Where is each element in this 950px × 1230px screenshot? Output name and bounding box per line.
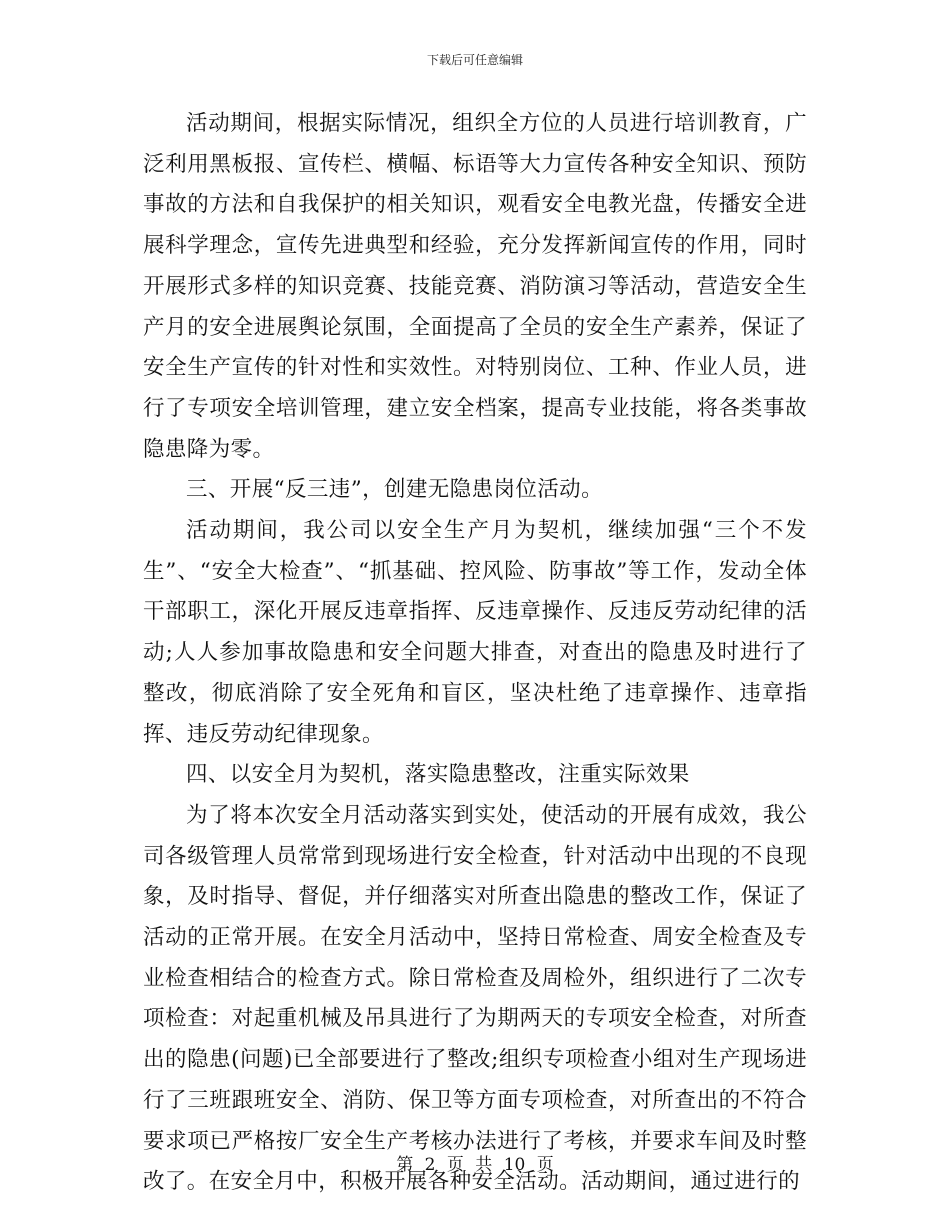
- section-heading-4: 四、以安全月为契机，落实隐患整改，注重实际效果: [186, 762, 690, 788]
- paragraph-inspection: 为了将本次安全月活动落实到实处，使活动的开展有成效，我公司各级管理人员常常到现场进行安全检查，针对活动中出现的不良现象，及时指导、督促，并仔细落实对所查出隐患的整改工作，保证了活动的正常开展。在安全月活动中，坚持日常检查、周安全检查及专业检查相结合的检查方式。除日常检查及周检外，组织进行了二次专项检查：对起重机械及吊具进行了为期两天的专项安全检查，对所查出的隐患(问题)已全部要进行了整改;组织专项检查小组对生产现场进行了三班跟班安全、消防、保卫等方面专项检查，对所查出的不符合要求项已严格按厂安全生产考核办法进行了考核，并要求车间及时整改了。在安全月中，积极开展各种安全活动。活动期间，通过进行的: [143, 802, 807, 1195]
- page-header: 下载后可任意编辑: [426, 53, 523, 67]
- section-heading-3: 三、开展“反三违”，创建无隐患岗位活动。: [186, 477, 603, 503]
- paragraph-training: 活动期间，根据实际情况，组织全方位的人员进行培训教育，广泛利用黑板报、宣传栏、横幅、标语等大力宣传各种安全知识、预防事故的方法和自我保护的相关知识，观看安全电教光盘，传播安全进展科学理念，宣传先进典型和经验，充分发挥新闻宣传的作用，同时开展形式多样的知识竞赛、技能竞赛、消防演习等活动，营造安全生产月的安全进展舆论氛围，全面提高了全员的安全生产素养，保证了安全生产宣传的针对性和实效性。对特别岗位、工种、作业人员，进行了专项安全培训管理，建立安全档案，提高专业技能，将各类事故隐患降为零。: [143, 111, 807, 462]
- paragraph-anti-violation: 活动期间，我公司以安全生产月为契机，继续加强“三个不发生”、“安全大检查”、“抓基础、控风险、防事故”等工作，发动全体干部职工，深化开展反违章指挥、反违章操作、反违反劳动纪律的活动;人人参加事故隐患和安全问题大排查，对查出的隐患及时进行了整改，彻底消除了安全死角和盲区，坚决杜绝了违章操作、违章指挥、违反劳动纪律现象。: [143, 518, 807, 747]
- page-number-footer: 第 2 页 共 10 页: [396, 1155, 554, 1175]
- document-body: [143, 104, 807, 1203]
